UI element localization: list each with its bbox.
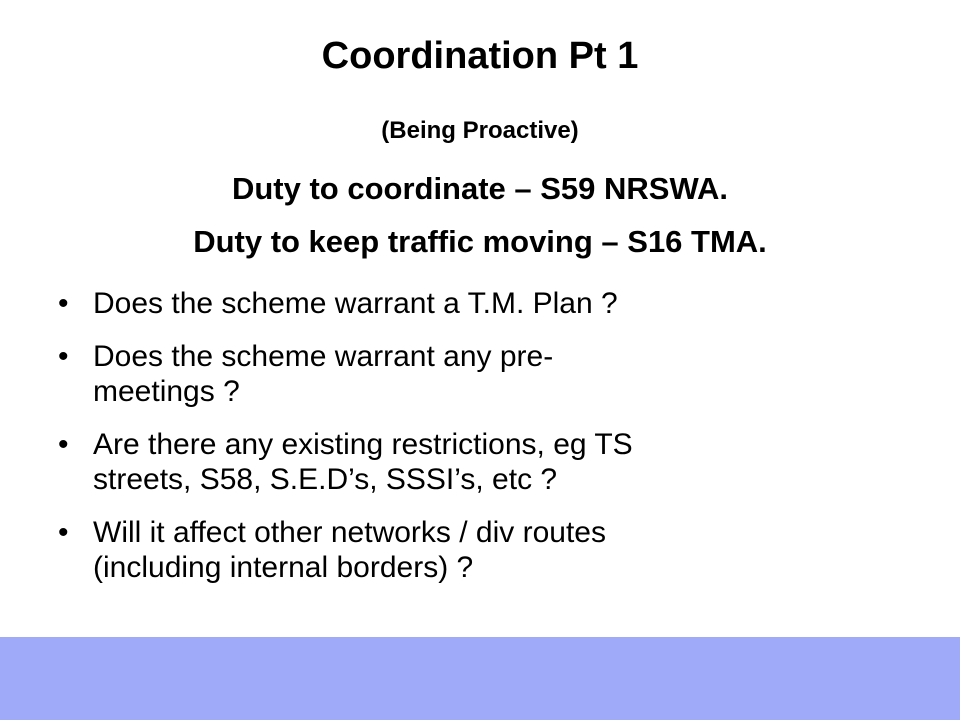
- slide-subtitle: (Being Proactive): [381, 117, 579, 144]
- bullet-text-line: meetings ?: [93, 375, 240, 408]
- bullet-item-other-networks: [58, 515, 918, 585]
- slide-title: Coordination Pt 1: [321, 35, 639, 77]
- bottom-color-band: [0, 637, 960, 720]
- bullet-text-line: Does the scheme warrant any pre-: [93, 340, 554, 373]
- bullet-text-line: Does the scheme warrant a T.M. Plan ?: [93, 287, 618, 320]
- duty-to-coordinate-line: Duty to coordinate – S59 NRSWA.: [231, 171, 729, 206]
- bullet-text-line: Are there any existing restrictions, eg TS: [93, 428, 633, 461]
- bullet-text-line: streets, S58, S.E.D’s, SSSI’s, etc ?: [93, 463, 558, 496]
- bullet-list: [58, 286, 918, 603]
- bullet-icon: •: [58, 428, 69, 461]
- bullet-item-tm-plan: [58, 286, 918, 321]
- bullet-item-pre-meetings: [58, 339, 918, 409]
- bullet-text-line: (including internal borders) ?: [93, 551, 474, 584]
- duty-to-keep-traffic-moving-line: Duty to keep traffic moving – S16 TMA.: [193, 224, 767, 259]
- bullet-icon: •: [58, 516, 69, 549]
- duty-statements: [0, 170, 960, 276]
- bullet-icon: •: [58, 287, 69, 320]
- bullet-icon: •: [58, 340, 69, 373]
- bullet-text-line: Will it affect other networks / div routes: [93, 516, 606, 549]
- bullet-item-existing-restrictions: [58, 427, 918, 497]
